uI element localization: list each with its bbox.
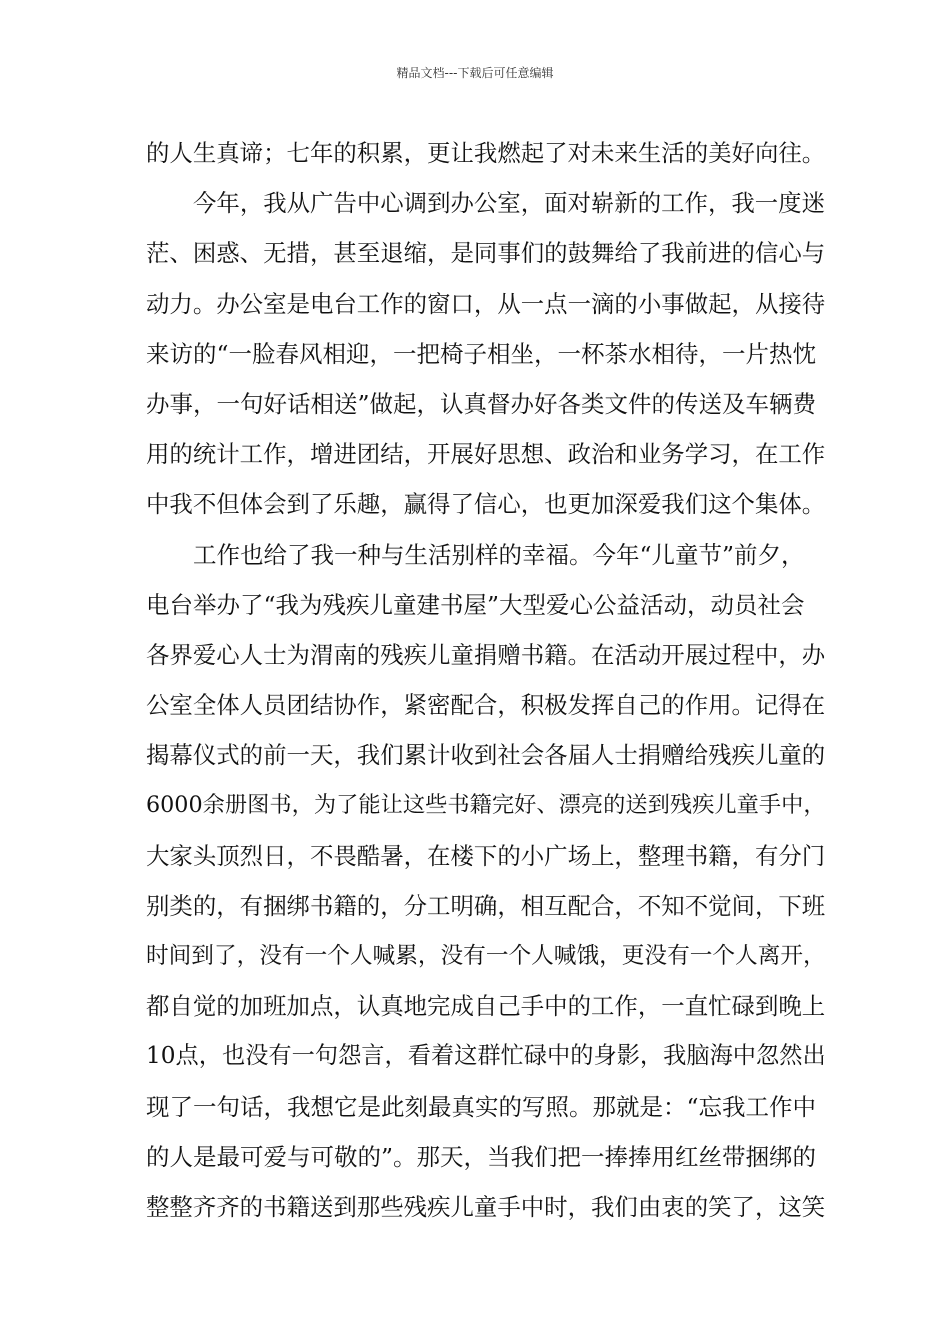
text-line: 大家头顶烈日，不畏酷暑，在楼下的小广场上，整理书籍，有分门: [146, 841, 826, 870]
paragraph-start-line: 今年，我从广告中心调到办公室，面对崭新的工作，我一度迷: [193, 189, 825, 218]
text-line: 办事，一句好话相送”做起，认真督办好各类文件的传送及车辆费: [146, 389, 817, 418]
text-line: 用的统计工作，增进团结，开展好思想、政治和业务学习，在工作: [146, 440, 826, 469]
text-line: 10点，也没有一句怨言，看着这群忙碌中的身影，我脑海中忽然出: [146, 1042, 826, 1070]
text-line: 6000余册图书，为了能让这些书籍完好、漂亮的送到残疾儿童手中，: [146, 792, 826, 819]
paragraph-start-line: 工作也给了我一种与生活别样的幸福。今年“儿童节”前夕，: [193, 540, 805, 569]
text-line: 时间到了，没有一个人喊累，没有一个人喊饿，更没有一个人离开，: [146, 943, 826, 969]
document-body: [146, 128, 826, 1232]
text-line: 电台举办了“我为残疾儿童建书屋”大型爱心公益活动，动员社会: [146, 590, 805, 619]
text-line: 茫、困惑、无措，甚至退缩，是同事们的鼓舞给了我前进的信心与: [146, 239, 826, 268]
text-line: 别类的，有捆绑书籍的，分工明确，相互配合，不知不觉间，下班: [146, 891, 826, 920]
text-line: 都自觉的加班加点，认真地完成自己手中的工作，一直忙碌到晚上: [146, 992, 826, 1021]
text-line: 公室全体人员团结协作，紧密配合，积极发挥自己的作用。记得在: [146, 691, 826, 720]
text-line: 来访的“一脸春风相迎，一把椅子相坐，一杯茶水相待，一片热忱: [146, 339, 817, 368]
page-header: 精品文档---下载后可任意编辑: [396, 66, 554, 80]
text-line: 现了一句话，我想它是此刻最真实的写照。那就是：“忘我工作中: [146, 1092, 817, 1121]
text-line: 的人生真谛；七年的积累，更让我燃起了对未来生活的美好向往。: [146, 139, 826, 167]
text-line: 揭幕仪式的前一天，我们累计收到社会各届人士捐赠给残疾儿童的: [146, 741, 826, 770]
text-line: 的人是最可爱与可敬的”。那天，当我们把一捧捧用红丝带捆绑的: [146, 1142, 817, 1171]
text-line: 各界爱心人士为渭南的残疾儿童捐赠书籍。在活动开展过程中，办: [146, 640, 826, 669]
text-line: 中我不但体会到了乐趣，赢得了信心，也更加深爱我们这个集体。: [146, 490, 826, 519]
text-line: 整整齐齐的书籍送到那些残疾儿童手中时，我们由衷的笑了，这笑: [146, 1192, 826, 1221]
text-line: 动力。办公室是电台工作的窗口，从一点一滴的小事做起，从接待: [146, 289, 826, 318]
